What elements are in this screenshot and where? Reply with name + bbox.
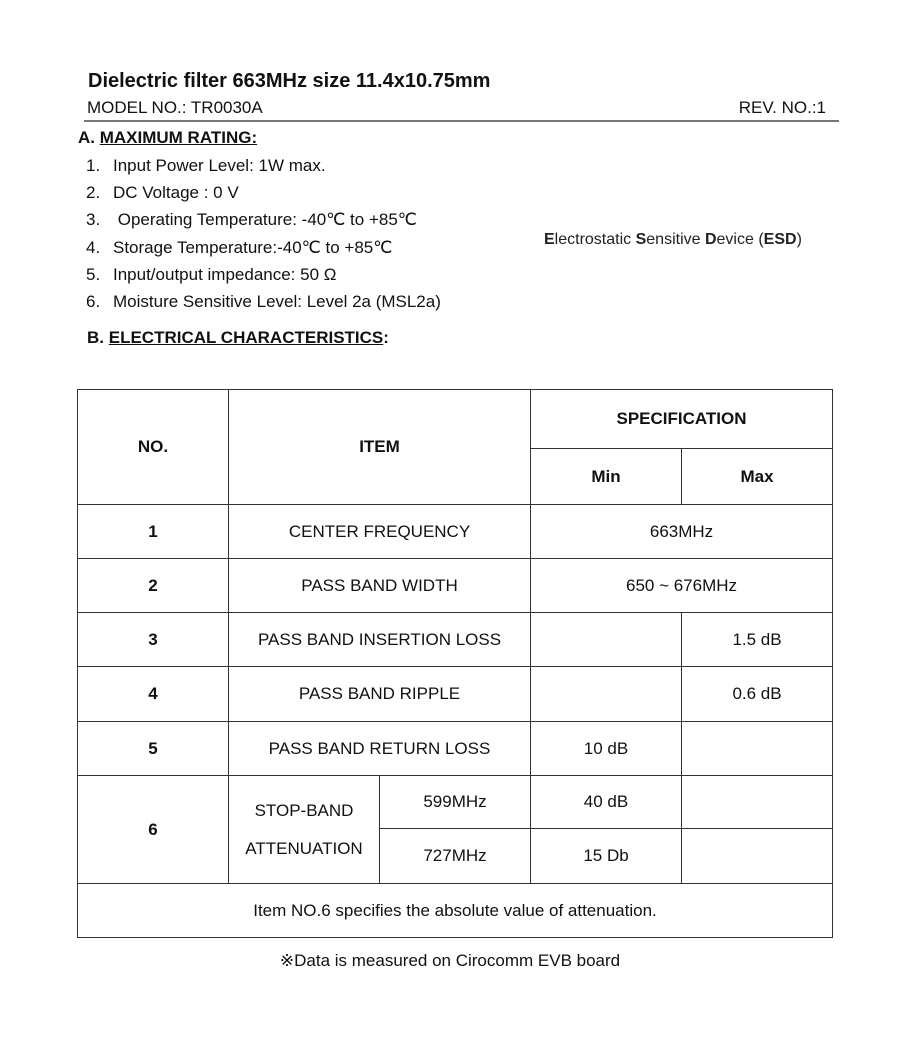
rating-item bbox=[86, 179, 441, 206]
header-max: Max bbox=[682, 449, 833, 505]
section-b-prefix: B. bbox=[87, 328, 109, 347]
rating-item-text: Storage Temperature:-40℃ to +85℃ bbox=[113, 237, 393, 257]
rating-item bbox=[86, 261, 441, 288]
section-b-suffix: : bbox=[383, 328, 389, 347]
header-no: NO. bbox=[78, 390, 229, 505]
rating-item-number: 3. bbox=[86, 210, 101, 230]
table-row bbox=[78, 667, 833, 722]
document-title: Dielectric filter 663MHz size 11.4x10.75mm bbox=[88, 70, 491, 92]
table-row bbox=[78, 776, 833, 829]
section-a-prefix: A. bbox=[78, 128, 100, 147]
table-row bbox=[78, 559, 833, 613]
rating-item-number: 1. bbox=[86, 156, 101, 175]
rating-item-number: 2. bbox=[86, 183, 101, 203]
esd-text: evice ( bbox=[716, 231, 764, 248]
row-min bbox=[531, 613, 682, 667]
row-max bbox=[682, 776, 833, 829]
esd-letter-e: E bbox=[544, 231, 555, 248]
row-max bbox=[682, 829, 833, 884]
row-max: 0.6 dB bbox=[682, 667, 833, 722]
rating-item-text: Moisture Sensitive Level: Level 2a (MSL2a) bbox=[113, 291, 441, 311]
rating-item-text: Input Power Level: 1W max. bbox=[113, 156, 326, 175]
row-item: PASS BAND RIPPLE bbox=[229, 667, 531, 722]
row-item: PASS BAND INSERTION LOSS bbox=[229, 613, 531, 667]
row-item: PASS BAND WIDTH bbox=[229, 559, 531, 613]
row-max bbox=[682, 722, 833, 776]
rating-item-number: 4. bbox=[86, 237, 101, 257]
row-item: CENTER FREQUENCY bbox=[229, 505, 531, 559]
footnote: ※Data is measured on Cirocomm EVB board bbox=[279, 951, 621, 970]
row-number: 3 bbox=[78, 613, 229, 667]
header-specification: SPECIFICATION bbox=[531, 390, 833, 449]
section-b-title: ELECTRICAL CHARACTERISTICS bbox=[108, 328, 384, 347]
row-item-stop-band bbox=[229, 776, 380, 884]
esd-letter-s: S bbox=[635, 231, 647, 248]
esd-letter-d: D bbox=[704, 231, 717, 248]
rating-item bbox=[86, 152, 441, 179]
rating-item-text: Input/output impedance: 50 Ω bbox=[113, 264, 337, 284]
rating-item-number: 6. bbox=[86, 291, 101, 311]
rating-item-text: Operating Temperature: -40℃ to +85℃ bbox=[113, 210, 417, 230]
section-b-heading bbox=[87, 328, 389, 348]
table-row bbox=[78, 505, 833, 559]
row-number: 2 bbox=[78, 559, 229, 613]
max-rating-list bbox=[86, 152, 441, 315]
esd-label bbox=[544, 231, 802, 249]
esd-text: ensitive bbox=[646, 231, 705, 248]
stop-band-line1: STOP-BAND bbox=[254, 800, 354, 820]
rating-item bbox=[86, 288, 441, 315]
row-number: 1 bbox=[78, 505, 229, 559]
row-number: 6 bbox=[78, 776, 229, 884]
esd-text: lectrostatic bbox=[554, 231, 636, 248]
row-number: 4 bbox=[78, 667, 229, 722]
rating-item-text: DC Voltage : 0 V bbox=[113, 183, 239, 203]
table-row bbox=[78, 722, 833, 776]
row-min bbox=[531, 667, 682, 722]
row-frequency: 727MHz bbox=[380, 829, 531, 884]
electrical-characteristics-table bbox=[77, 389, 833, 938]
row-min: 40 dB bbox=[531, 776, 682, 829]
esd-abbreviation: ESD bbox=[763, 231, 797, 248]
row-spec: 663MHz bbox=[531, 505, 833, 559]
table-note: Item NO.6 specifies the absolute value of attenuation. bbox=[78, 884, 833, 938]
model-number: MODEL NO.: TR0030A bbox=[87, 98, 263, 117]
row-max: 1.5 dB bbox=[682, 613, 833, 667]
stop-band-line2: ATTENUATION bbox=[245, 838, 363, 858]
row-number: 5 bbox=[78, 722, 229, 776]
row-frequency: 599MHz bbox=[380, 776, 531, 829]
row-item: PASS BAND RETURN LOSS bbox=[229, 722, 531, 776]
row-min: 15 Db bbox=[531, 829, 682, 884]
header-min: Min bbox=[531, 449, 682, 505]
rating-item-number: 5. bbox=[86, 264, 101, 284]
header-divider bbox=[84, 120, 839, 122]
rating-item bbox=[86, 206, 441, 233]
section-a-title: MAXIMUM RATING: bbox=[99, 128, 258, 147]
table-row bbox=[78, 613, 833, 667]
row-min: 10 dB bbox=[531, 722, 682, 776]
section-a-heading bbox=[78, 128, 257, 148]
esd-text: ) bbox=[796, 231, 802, 248]
row-spec: 650 ~ 676MHz bbox=[531, 559, 833, 613]
rating-item bbox=[86, 234, 441, 261]
header-item: ITEM bbox=[229, 390, 531, 505]
revision-number: REV. NO.:1 bbox=[738, 98, 826, 117]
table-note-row bbox=[78, 884, 833, 938]
